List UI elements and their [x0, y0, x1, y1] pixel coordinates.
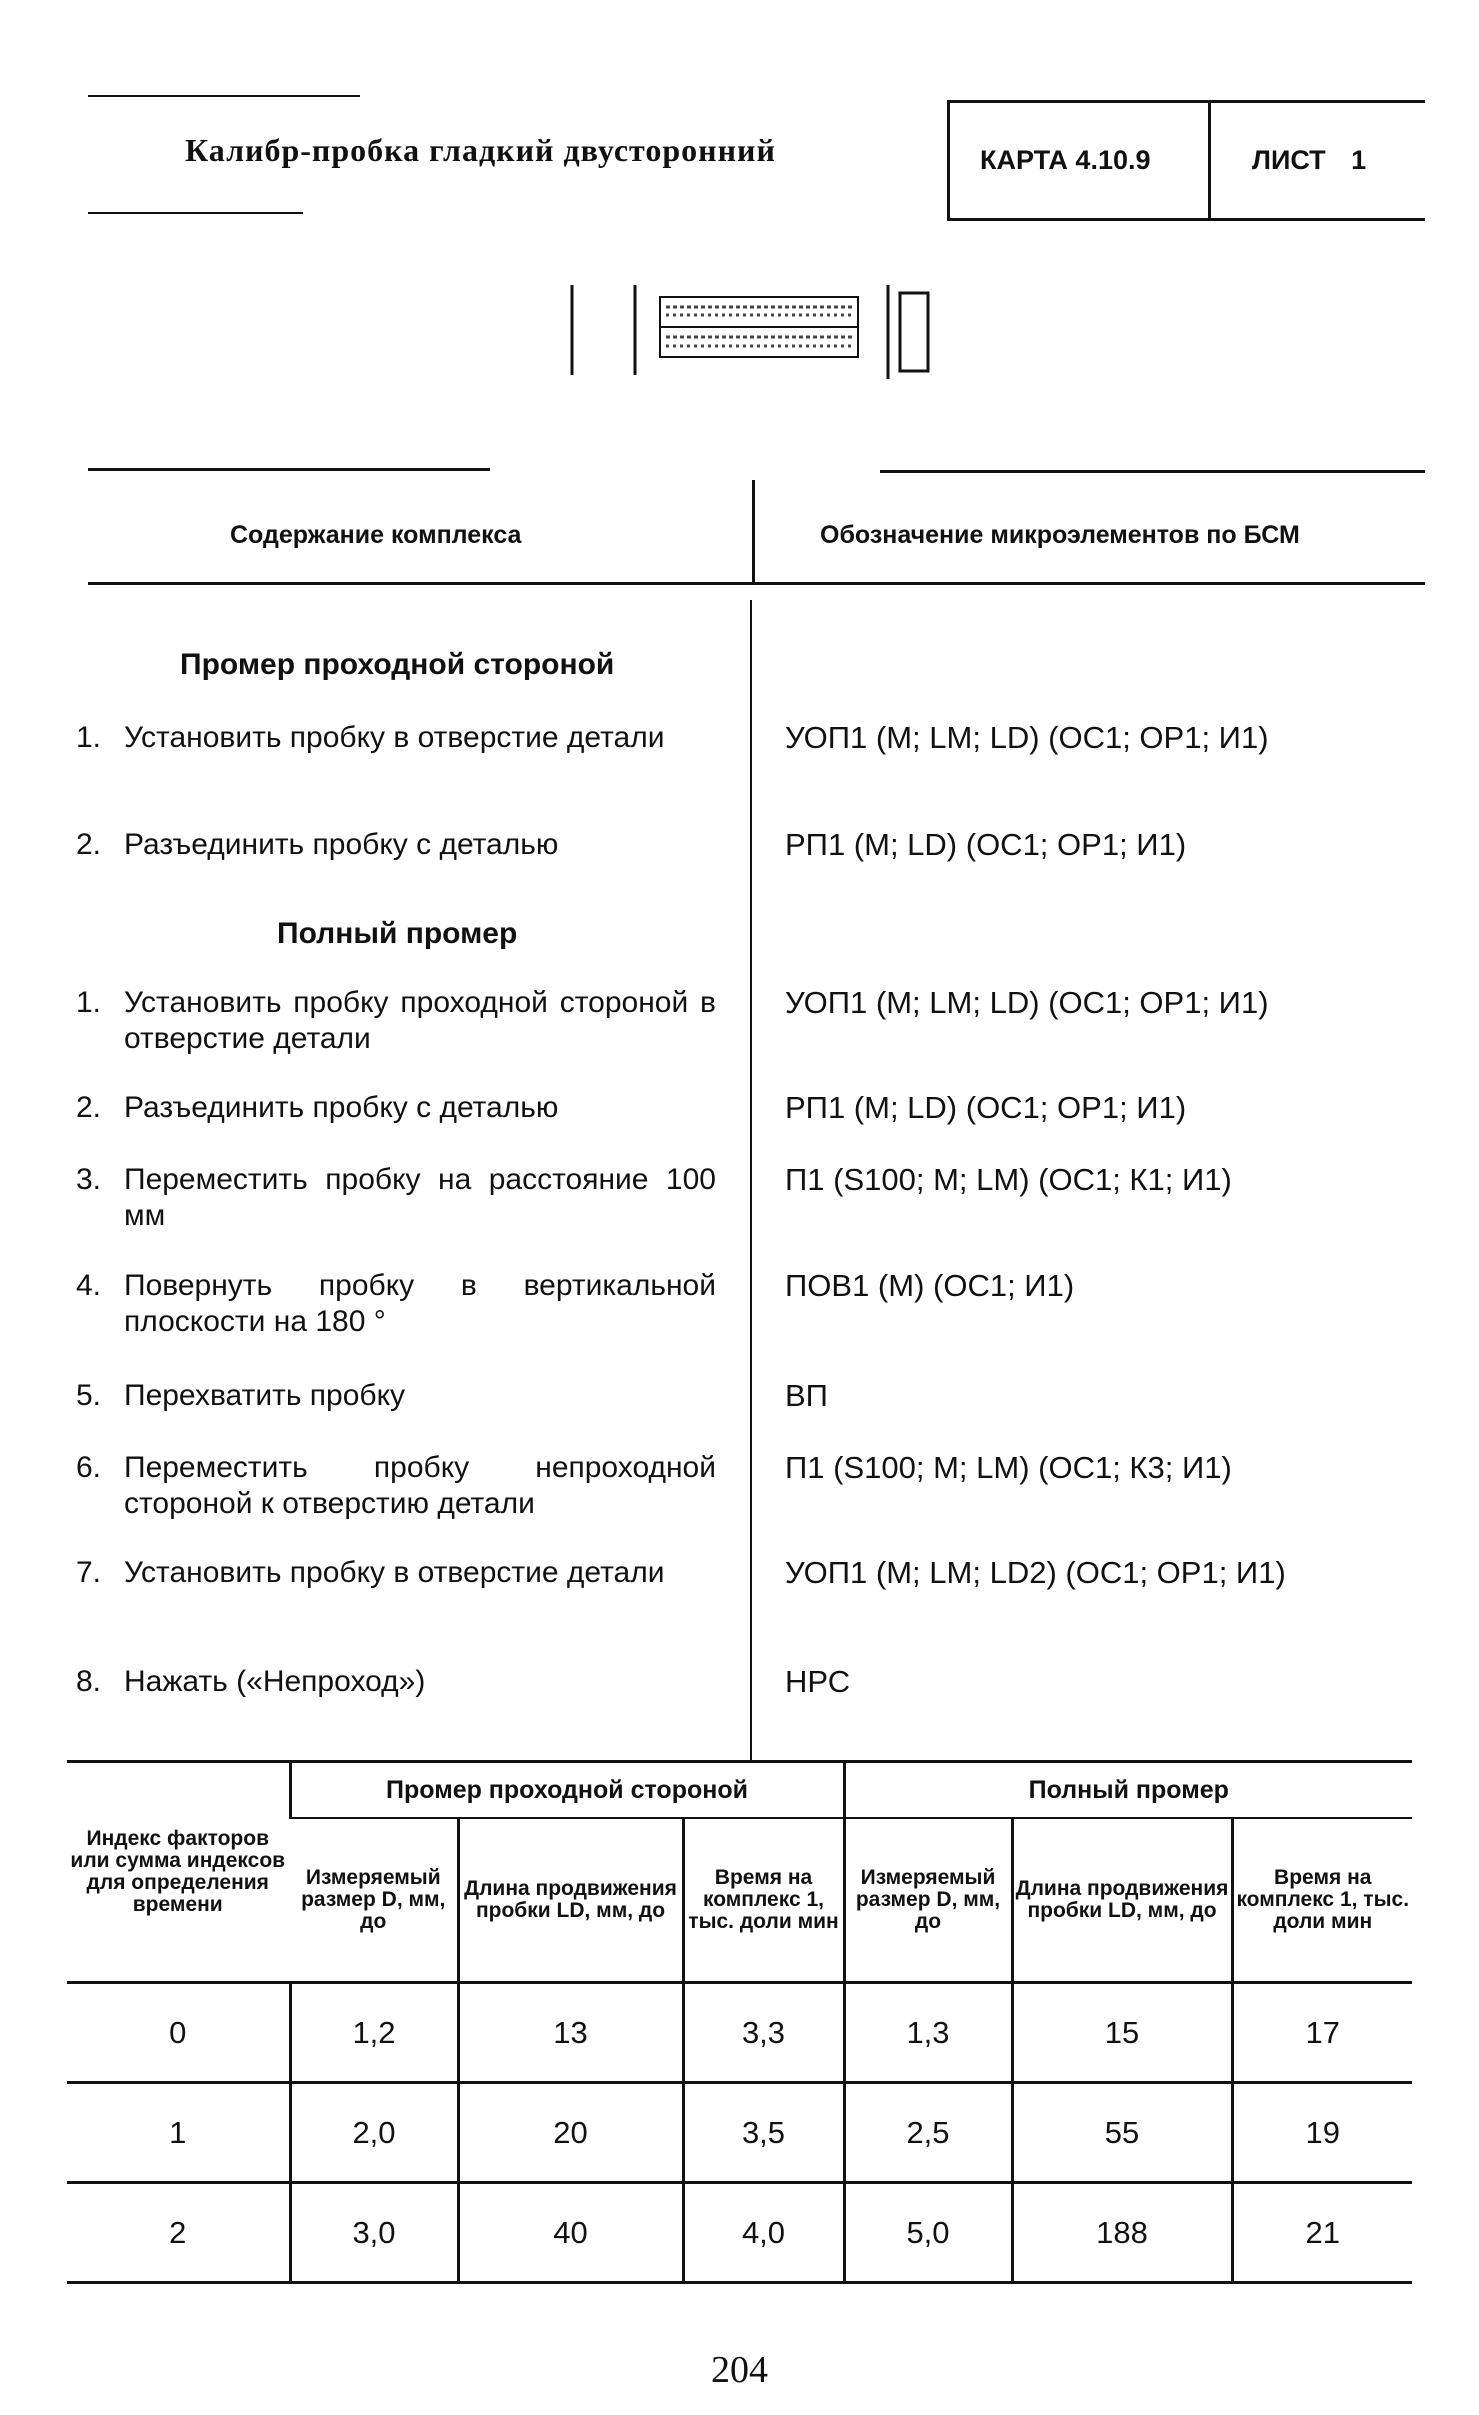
codes-column-header: Обозначение микроэлементов по БСМ [820, 521, 1300, 549]
sub-header: Длина продвижения пробки LD, мм, до [458, 1818, 683, 1983]
section-title-full-measure: Полный промер [277, 917, 518, 950]
table-cell: 188 [1012, 2183, 1232, 2283]
table-cell: 55 [1012, 2083, 1232, 2183]
step-item: 1. Установить пробку проходной стороной в отверстие детали [76, 986, 716, 1055]
table-cell: 15 [1012, 1983, 1232, 2083]
step-item: 2. Разъединить пробку с деталью [76, 828, 559, 861]
table-cell: 1,2 [290, 1983, 458, 2083]
step-item: 1. Установить пробку в отверстие детали [76, 721, 665, 754]
table-cell: 5,0 [844, 2183, 1012, 2283]
group-header-pass-side: Промер проходной стороной [290, 1762, 844, 1819]
table-cell: 13 [458, 1983, 683, 2083]
step-item: 3. Переместить пробку на расстояние 100 мм [76, 1163, 716, 1232]
table-cell: 0 [67, 1983, 290, 2083]
table-row [67, 2183, 1412, 2283]
table-row [67, 1983, 1412, 2083]
group-header-full-measure: Полный промер [844, 1762, 1412, 1819]
index-column-header: Индекс факторов или сумма индексов для определения времени [67, 1762, 290, 1983]
plug-gauge-icon [560, 283, 940, 388]
time-norms-table [67, 1760, 1412, 2284]
section-title-pass-side: Промер проходной стороной [180, 648, 615, 681]
table-cell: 17 [1232, 1983, 1412, 2083]
table-cell: 21 [1232, 2183, 1412, 2283]
page-number: 204 [711, 2349, 768, 2391]
step-code: П1 (S100; M; LM) (OC1; К3; И1) [785, 1450, 1232, 1485]
step-item: 6. Переместить пробку непроходной стороной к отверстию детали [76, 1451, 716, 1520]
sheet-number: ЛИСТ 1 [1252, 145, 1367, 175]
step-code: П1 (S100; M; LM) (OC1; К1; И1) [785, 1162, 1232, 1197]
table-cell: 20 [458, 2083, 683, 2183]
step-code: УОП1 (M; LM; LD) (OC1; OP1; И1) [785, 985, 1269, 1020]
card-number: КАРТА 4.10.9 [980, 145, 1151, 175]
step-code: РП1 (M; LD) (OC1; OP1; И1) [785, 827, 1187, 862]
step-item: 8. Нажать («Непроход») [76, 1665, 426, 1698]
content-column-header: Содержание комплекса [230, 521, 522, 549]
table-cell: 3,3 [683, 1983, 844, 2083]
table-cell: 1 [67, 2083, 290, 2183]
table-cell: 3,5 [683, 2083, 844, 2183]
step-code: РП1 (M; LD) (OC1; OP1; И1) [785, 1090, 1187, 1125]
step-code: УОП1 (M; LM; LD2) (OC1; OP1; И1) [785, 1555, 1286, 1590]
table-cell: 4,0 [683, 2183, 844, 2283]
sub-header: Измеряемый размер D, мм, до [844, 1818, 1012, 1983]
sub-header: Измеряемый размер D, мм, до [290, 1818, 458, 1983]
step-code: ПОВ1 (M) (OC1; И1) [785, 1268, 1075, 1303]
card-title: Калибр-пробка гладкий двусторонний [185, 132, 776, 168]
sub-header: Время на комплекс 1, тыс. доли мин [683, 1818, 844, 1983]
step-item: 2. Разъединить пробку с деталью [76, 1091, 559, 1124]
step-code: УОП1 (M; LM; LD) (OC1; OP1; И1) [785, 720, 1269, 755]
step-item: 4. Повернуть пробку в вертикальной плоскости на 180 ° [76, 1269, 716, 1338]
table-row [67, 2083, 1412, 2183]
sub-header: Время на комплекс 1, тыс. доли мин [1232, 1818, 1412, 1983]
step-code: НРС [785, 1664, 851, 1699]
table-cell: 40 [458, 2183, 683, 2283]
table-cell: 2 [67, 2183, 290, 2283]
table-cell: 3,0 [290, 2183, 458, 2283]
table-cell: 2,0 [290, 2083, 458, 2183]
step-item: 5. Перехватить пробку [76, 1379, 406, 1412]
table-cell: 19 [1232, 2083, 1412, 2183]
sub-header: Длина продвижения пробки LD, мм, до [1012, 1818, 1232, 1983]
step-item: 7. Установить пробку в отверстие детали [76, 1556, 665, 1589]
step-code: ВП [785, 1378, 828, 1413]
table-cell: 1,3 [844, 1983, 1012, 2083]
table-cell: 2,5 [844, 2083, 1012, 2183]
